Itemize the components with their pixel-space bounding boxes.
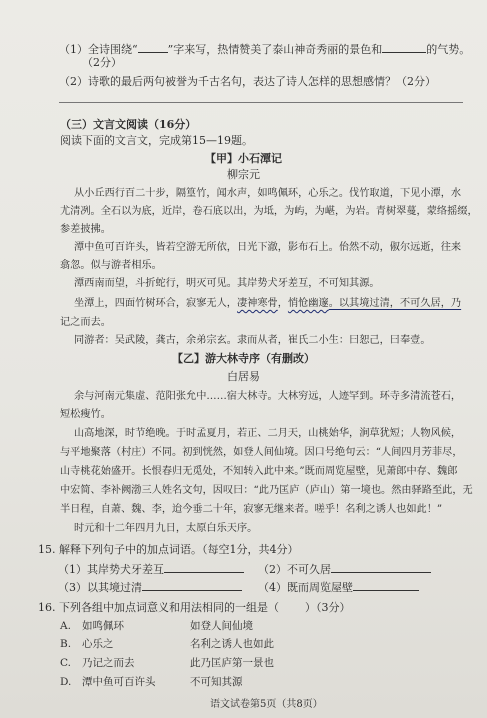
q16-option-letter: C. [60,657,71,669]
answer-blank[interactable] [353,580,419,591]
q16-option-right: 如登人间仙境 [190,620,253,632]
section-title: （三）文言文阅读（16分） [60,118,197,131]
q14-blank-2[interactable] [382,42,426,53]
passage-b-author: 白居易 [227,370,260,383]
passage-b-line: 与平地聚落（村庄）不同。初到恍然，如登人间仙境。因口号绝句云：“人间四月芳菲尽， [60,447,463,458]
q15-item-label: （3）以其境过清 [58,581,142,594]
passage-a-line: 从小丘西行百二十步，隔篁竹，闻水声，如鸣佩环，心乐之。伐竹取道，下见小潭，水 [74,188,462,199]
q16-option-right: 此乃匡庐第一景也 [190,657,274,669]
q15-item-3 [58,580,242,595]
q15-item-label: （4）既而周览屋壁 [258,581,353,594]
handwritten-underline: 。以其境过清，不可久居，乃 [328,298,462,309]
passage-b-line: 山寺桃花始盛开。长恨春归无觅处，不知转入此中来。”既而周览屋壁，见萧郎中存、魏郎 [60,466,458,477]
q16-option-left: 潭中鱼可百许头 [82,676,156,688]
passage-a-text: 坐潭上，四面竹树环合，寂寥无人， [74,298,237,309]
q16-option-left: 心乐之 [82,638,114,650]
passage-a-line: 尤清冽。全石以为底，近岸，卷石底以出，为坻，为屿，为嵁，为岩。青树翠蔓，蒙络摇缀， [60,206,478,217]
q16-title-text: 16. 下列各组中加点词意义和用法相同的一组是（ [38,601,279,614]
q15-item-label: （2）不可久居 [258,563,331,576]
answer-blank[interactable] [142,580,242,591]
q16-option-left: 乃记之而去 [82,657,135,669]
section-intro: 阅读下面的文言文，完成第15—19题。 [60,134,253,147]
passage-b-line: 短松瘦竹。 [60,409,111,420]
answer-line[interactable] [59,102,463,103]
q15-item-1 [58,562,244,577]
q16-option-right: 不可知其源 [190,676,243,688]
q14-part1-score: （2分） [82,56,122,69]
passage-b-line: 余与河南元集虚、范阳张允中……宿大林寺。大林穷远，人迹罕到。环寺多清流苍石， [74,391,462,402]
passage-a-author: 柳宗元 [227,168,260,181]
q14-part1-prefix: （1）全诗围绕“ [59,43,138,56]
q16-option-left: 如鸣佩环 [82,620,124,632]
passage-a-line: 参差披拂。 [60,224,111,235]
passage-a-line-annotated [74,297,461,311]
q16-title-score: ）（3分） [305,601,351,614]
q16-option-letter: D. [60,676,72,688]
q14-part1-suffix: 的气势。 [426,43,471,56]
passage-a-line: 记之而去。 [60,317,111,328]
passage-b-line: 山高地深，时节绝晚。于时孟夏月，若正、二月天，山桃始华，涧草犹短；人物风候， [74,428,462,439]
passage-b-line: 半日程，自萧、魏、李，迨今垂二十年，寂寥无继来者。嗟乎！名利之诱人也如此！” [60,504,443,515]
passage-b-title: 【乙】游大林寺序（有删改） [172,352,315,365]
q15-title: 15. 解释下列句子中的加点词语。（每空1分，共4分） [38,543,299,556]
passage-b-line: 中宏简、李补阙渤三人姓名文句，因叹曰：“此乃匡庐（庐山）第一境也。然由驿路至此，无 [60,485,473,496]
passage-a-text: ， [277,298,288,309]
q14-part1 [59,42,470,57]
q16-option-letter: B. [60,638,72,650]
passage-b-line: 时元和十二年四月九日，太原白乐天序。 [74,523,258,534]
passage-a-title: 【甲】小石潭记 [205,152,282,165]
answer-blank[interactable] [331,562,431,573]
q16-title [38,601,351,615]
passage-a-line: 翕忽。似与游者相乐。 [60,260,162,271]
page-footer: 语文试卷第5页（共8页） [210,699,323,710]
passage-a-line: 潭西南而望，斗折蛇行，明灭可见。其岸势犬牙差互，不可知其源。 [74,278,380,289]
q16-option-right: 名利之诱人也如此 [190,638,274,650]
q14-part2: （2）诗歌的最后两句被誉为千古名句，表达了诗人怎样的思想感情？（2分） [59,75,436,88]
q16-option-letter: A. [60,620,71,632]
handwritten-wavy-underline: 悄怆幽邃 [287,298,329,309]
q14-part1-middle: ”字来写，热情赞美了泰山神奇秀丽的景色和 [167,43,383,56]
answer-blank[interactable] [164,562,244,573]
handwritten-wavy-underline: 凄神寒骨 [237,298,278,309]
q15-item-4 [258,580,419,595]
q15-item-2 [258,562,431,577]
q14-blank-1[interactable] [138,42,168,53]
passage-a-line: 潭中鱼可百许头，皆若空游无所依，日光下澈，影布石上。佁然不动，俶尔远逝，往来 [74,242,462,253]
q15-item-label: （1）其岸势犬牙差互 [58,563,164,576]
passage-a-line: 同游者：吴武陵，龚古，余弟宗玄。隶而从者，崔氏二小生：曰恕己，曰奉壹。 [74,335,431,346]
